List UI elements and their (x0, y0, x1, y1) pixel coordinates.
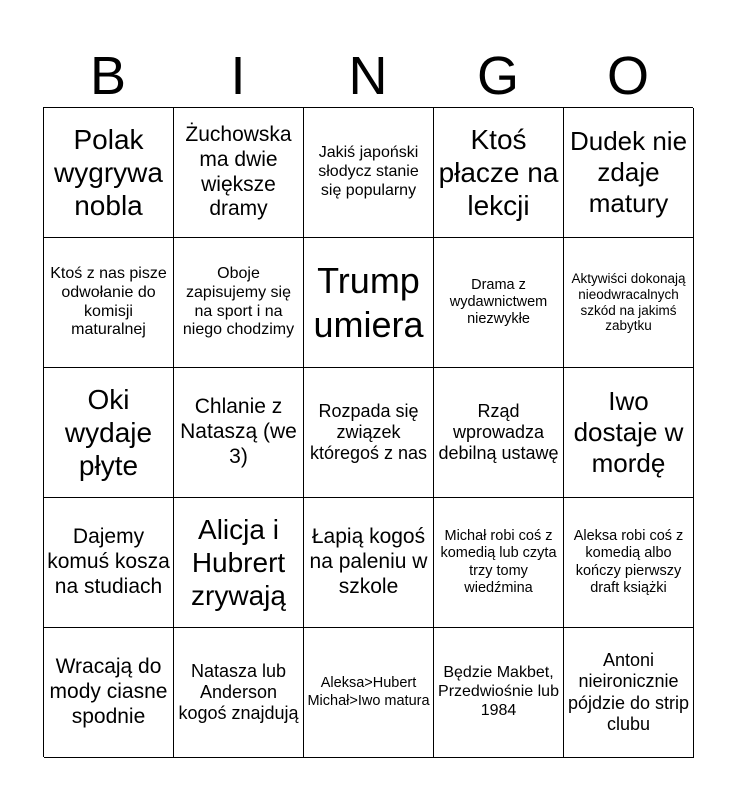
bingo-cell-r4-c5[interactable] (564, 498, 694, 628)
bingo-cell-r5-c3[interactable] (304, 628, 434, 758)
bingo-cell-r3-c4[interactable] (434, 368, 564, 498)
bingo-cell-r2-c3[interactable] (304, 238, 434, 368)
cell-text: Łapią kogoś na paleniu w szkole (309, 525, 428, 598)
cell-text: Aktywiści dokonają nieodwracalnych szkód na jakimś zabytku (571, 270, 686, 334)
bingo-cell-r2-c2[interactable] (174, 238, 304, 368)
bingo-cell-r5-c4[interactable] (434, 628, 564, 758)
bingo-cell-r1-c3[interactable] (304, 108, 434, 238)
bingo-cell-r1-c2[interactable] (174, 108, 304, 238)
bingo-cell-r5-c5[interactable] (564, 628, 694, 758)
bingo-cell-r4-c4[interactable] (434, 498, 564, 628)
cell-text: Dajemy komuś kosza na studiach (47, 525, 170, 598)
cell-text: Antoni nieironicznie pójdzie do strip clubu (567, 650, 690, 734)
bingo-cell-r4-c2[interactable] (174, 498, 304, 628)
cell-text: Trump umiera (313, 260, 424, 345)
header-letter-i: I (230, 46, 246, 106)
cell-text: Jakiś japoński słodycz stanie się popularny (318, 144, 419, 199)
bingo-cell-r5-c2[interactable] (174, 628, 304, 758)
cell-text: Aleksa robi coś z komedią albo kończy pierwszy draft książki (573, 528, 684, 596)
bingo-header (43, 44, 693, 108)
bingo-grid (43, 107, 693, 757)
bingo-cell-r4-c1[interactable] (44, 498, 174, 628)
cell-text: Natasza lub Anderson kogoś znajdują (178, 660, 299, 724)
cell-text: Rozpada się związek któregoś z nas (309, 400, 428, 464)
cell-text: Wracają do mody ciasne spodnie (49, 655, 168, 728)
bingo-cell-r3-c5[interactable] (564, 368, 694, 498)
bingo-cell-r1-c1[interactable] (44, 108, 174, 238)
bingo-cell-r4-c3[interactable] (304, 498, 434, 628)
header-letter-n: N (348, 46, 388, 106)
cell-text: Oki wydaje płyte (64, 383, 153, 482)
cell-text: Iwo dostaje w mordę (573, 386, 684, 478)
bingo-cell-r3-c3[interactable] (304, 368, 434, 498)
bingo-cell-r2-c4[interactable] (434, 238, 564, 368)
bingo-cell-r2-c5[interactable] (564, 238, 694, 368)
cell-text: Michał robi coś z komedią lub czyta trzy tomy wiedźmina (440, 528, 557, 596)
header-letter-o: O (606, 46, 649, 106)
cell-text: Ktoś z nas pisze odwołanie do komisji maturalnej (50, 264, 167, 339)
cell-text: Ktoś płacze na lekcji (438, 123, 559, 222)
bingo-cell-r1-c5[interactable] (564, 108, 694, 238)
cell-text: Drama z wydawnictwem niezwykłe (449, 276, 548, 328)
header-letter-g: G (476, 46, 519, 106)
header-letter-b: B (89, 46, 127, 106)
bingo-cell-r1-c4[interactable] (434, 108, 564, 238)
cell-text: Żuchowska ma dwie większe dramy (185, 122, 292, 221)
bingo-cell-r3-c1[interactable] (44, 368, 174, 498)
cell-text: Aleksa>Hubert Michał>Iwo matura (307, 675, 430, 709)
cell-text: Rząd wprowadza debilną ustawę (438, 400, 559, 464)
cell-text: Dudek nie zdaje matury (569, 126, 688, 218)
cell-text: Chlanie z Nataszą (we 3) (180, 395, 297, 468)
bingo-cell-r3-c2[interactable] (174, 368, 304, 498)
cell-text: Polak wygrywa nobla (54, 123, 163, 222)
cell-text: Alicja i Hubrert zrywają (191, 513, 286, 612)
cell-text: Oboje zapisujemy się na sport i na niego chodzimy (182, 264, 295, 339)
bingo-cell-r2-c1[interactable] (44, 238, 174, 368)
bingo-cell-r5-c1[interactable] (44, 628, 174, 758)
cell-text: Będzie Makbet, Przedwiośnie lub 1984 (438, 664, 559, 719)
